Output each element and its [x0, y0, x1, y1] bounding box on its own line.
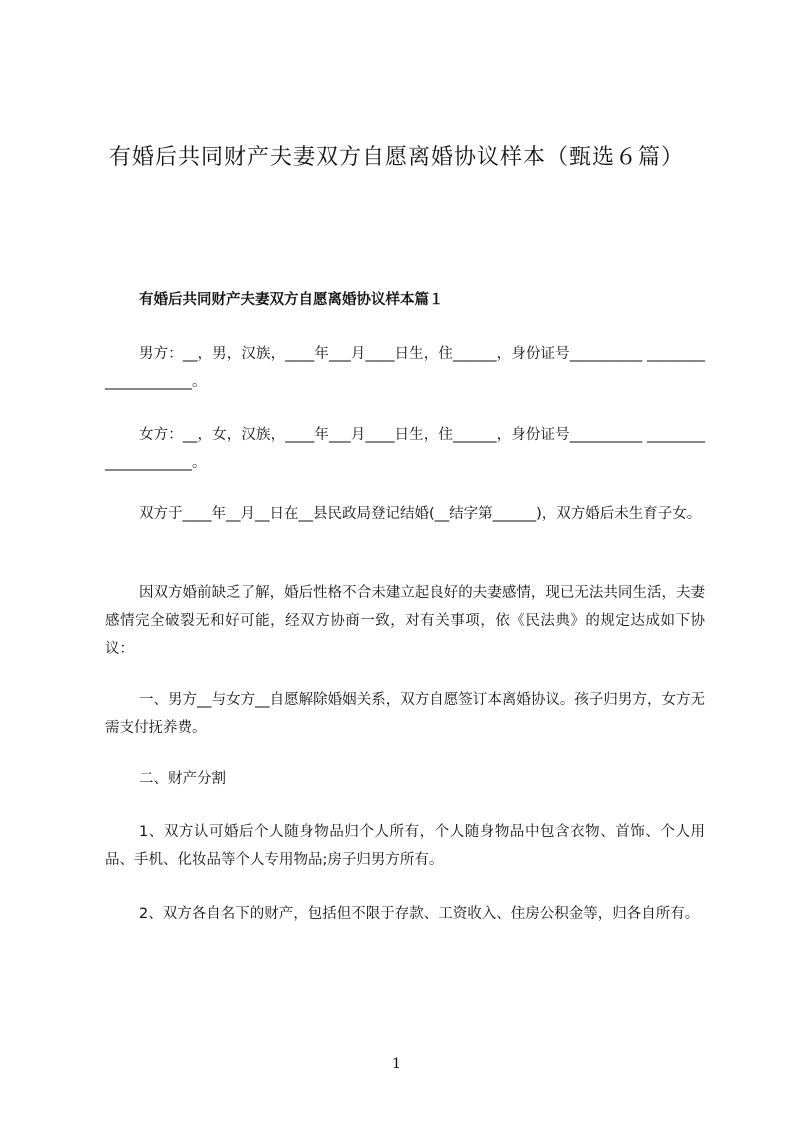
- section-heading: 有婚后共同财产夫妻双方自愿离婚协议样本篇１: [139, 292, 444, 308]
- paragraph-marriage-registration: 双方于____年__月__日在__县民政局登记结婚(__结字第______)，双方婚后未生育子女。: [139, 506, 702, 522]
- document-title: 有婚后共同财产夫妻双方自愿离婚协议样本（甄选６篇）: [108, 145, 684, 170]
- paragraph-divorce-reason: 因双方婚前缺乏了解，婚后性格不合未建立起良好的夫妻感情，现已无法共同生活，夫妻感情完全破裂无和好可能，经双方协商一致，对有关事项，依《民法典》的规定达成如下协议：: [105, 585, 705, 657]
- paragraph-female-party: 女方：__，女，汉族，____年___月____日生，住______，身份证号__________ ____________________。: [105, 427, 705, 471]
- paragraph-property-item-1: 1、双方认可婚后个人随身物品归个人所有，个人随身物品中包含衣物、首饰、个人用品、手机、化妆品等个人专用物品;房子归男方所有。: [105, 824, 705, 868]
- paragraph-property-heading: 二、财产分割: [139, 771, 226, 787]
- paragraph-property-item-2: 2、双方各自名下的财产，包括但不限于存款、工资收入、住房公积金等，归各自所有。: [139, 906, 700, 922]
- paragraph-clause-one: 一、男方__与女方__自愿解除婚姻关系，双方自愿签订本离婚协议。孩子归男方，女方无需支付抚养费。: [105, 692, 705, 736]
- page-number: 1: [392, 1056, 401, 1072]
- paragraph-male-party: 男方：__，男，汉族，____年___月____日生，住______，身份证号__________ ____________________。: [105, 346, 705, 390]
